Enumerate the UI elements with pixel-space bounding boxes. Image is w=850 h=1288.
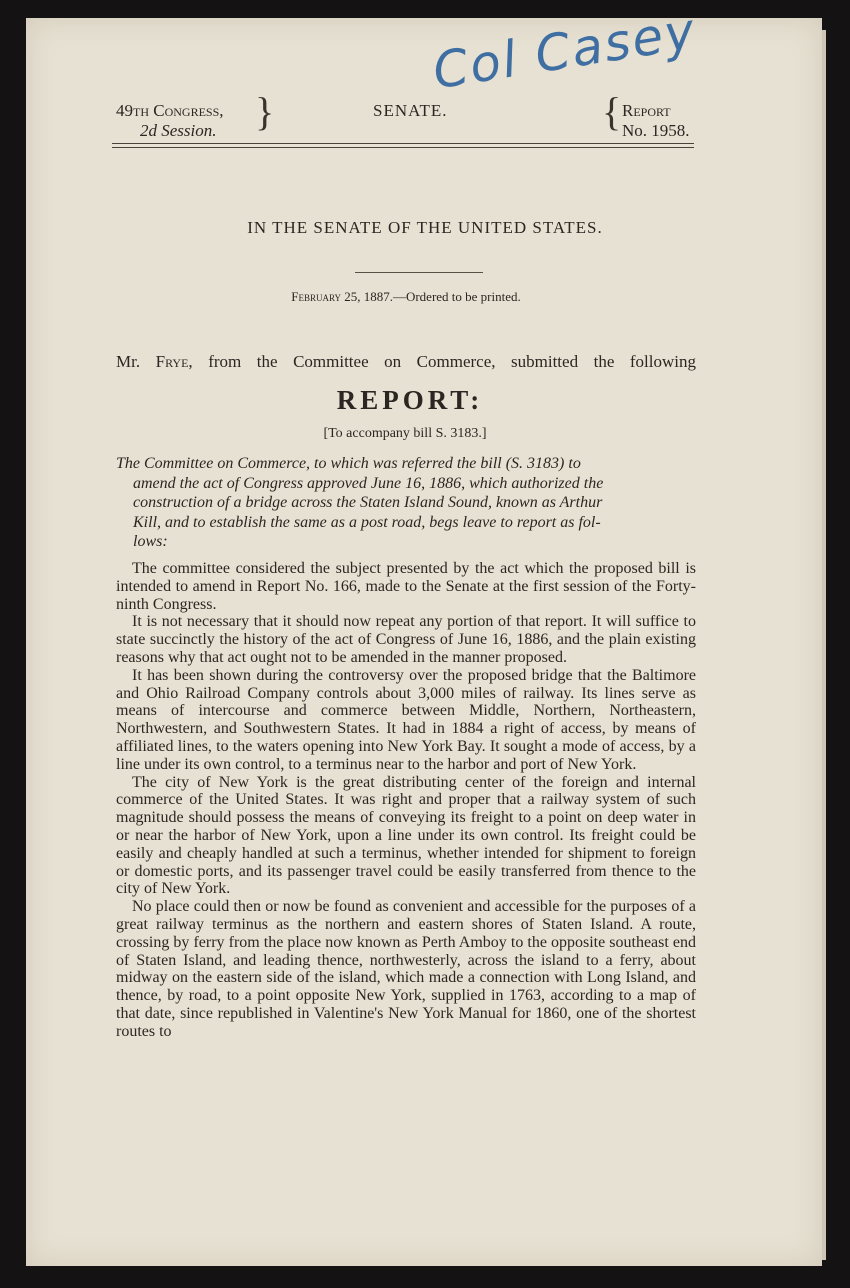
title-divider	[355, 272, 483, 273]
session-label: 2d Session.	[140, 121, 217, 140]
handwritten-note: Col Casey	[429, 1, 701, 101]
header-rule-top	[112, 143, 694, 144]
report-number-value: No. 1958.	[622, 121, 690, 140]
chamber-label: SENATE.	[373, 101, 448, 120]
submitted-rest: , from the Committee on Commerce, submitted the following	[188, 352, 697, 371]
report-number	[622, 101, 690, 141]
report-heading: REPORT:	[336, 385, 484, 415]
dateline	[0, 289, 812, 305]
header-rule-bottom	[112, 147, 694, 148]
submitted-line	[116, 352, 696, 372]
dateline-rest: 25, 1887.—Ordered to be printed.	[344, 289, 521, 304]
document-title: IN THE SENATE OF THE UNITED STATES.	[247, 218, 603, 237]
submitted-prefix: Mr.	[116, 352, 141, 371]
report-label: Report	[622, 101, 671, 120]
dateline-month: February	[291, 289, 341, 304]
summary-line: lows:	[133, 533, 168, 550]
brace-left-icon: }	[255, 89, 275, 134]
report-summary	[116, 454, 696, 552]
congress-label: 49th Congress,	[116, 101, 224, 120]
accompany-bill: [To accompany bill S. 3183.]	[323, 426, 487, 441]
summary-line: Kill, and to establish the same as a post road, begs leave to report as fol-	[133, 513, 601, 531]
congress-session	[116, 101, 224, 141]
body-paragraph: It is not necessary that it should now repeat any portion of that report. It will suffice to state succinctly the history of the act of Congress of June 16, 1886, and the plain existing reasons why that act ought not to be amended in the manner proposed.	[116, 613, 696, 666]
body-paragraph: It has been shown during the controversy over the proposed bridge that the Baltimore and Ohio Railroad Company controls about 3,000 miles of railway. Its lines serve as means of intercourse and commerce between Middle, Northern, Northeastern, Northwestern, and Southwestern States. It had in 1884 a right of access, by means of affiliated lines, to the waters opening into New York Bay. It sought a mode of access, by a line under its own control, to a terminus near to the harbor and port of New York.	[116, 666, 696, 773]
page-edge	[822, 30, 826, 1260]
report-body	[116, 560, 696, 1041]
summary-line: The Committee on Commerce, to which was referred the bill (S. 3183) to	[116, 455, 581, 472]
summary-line: amend the act of Congress approved June 16, 1886, which authorized the	[133, 474, 604, 492]
body-paragraph: The city of New York is the great distributing center of the foreign and internal commerce of the United States. It was right and proper that a railway system of such magnitude should possess the means of conveying its freight to a point on deep water in or near the harbor of New York, upon a line under its own control. Its freight could be easily and cheaply handled at such a terminus, whether intended for shipment to foreign or domestic ports, and its passenger travel could be easily transferred from thence to the city of New York.	[116, 773, 696, 898]
brace-right-icon: {	[602, 89, 622, 134]
body-paragraph: No place could then or now be found as convenient and accessible for the purposes of a great railway terminus as the northern and eastern shores of Staten Island. A route, crossing by ferry from the place now known as Perth Amboy to the opposite southeast end of Staten Island, and leading thence, northwesterly, across the island to a ferry, about midway on the eastern side of the island, which made a connection with Long Island, and thence, by road, to a point opposite New York, supplied in 1763, according to a map of that date, since republished in Valentine's New York Manual for 1860, one of the shortest routes to	[116, 898, 696, 1040]
summary-line: construction of a bridge across the Staten Island Sound, known as Arthur	[133, 494, 603, 511]
body-paragraph: The committee considered the subject presented by the act which the proposed bill is intended to amend in Report No. 166, made to the Senate at the first session of the Forty-ninth Congress.	[116, 560, 696, 613]
senator-name: Frye	[155, 352, 189, 371]
